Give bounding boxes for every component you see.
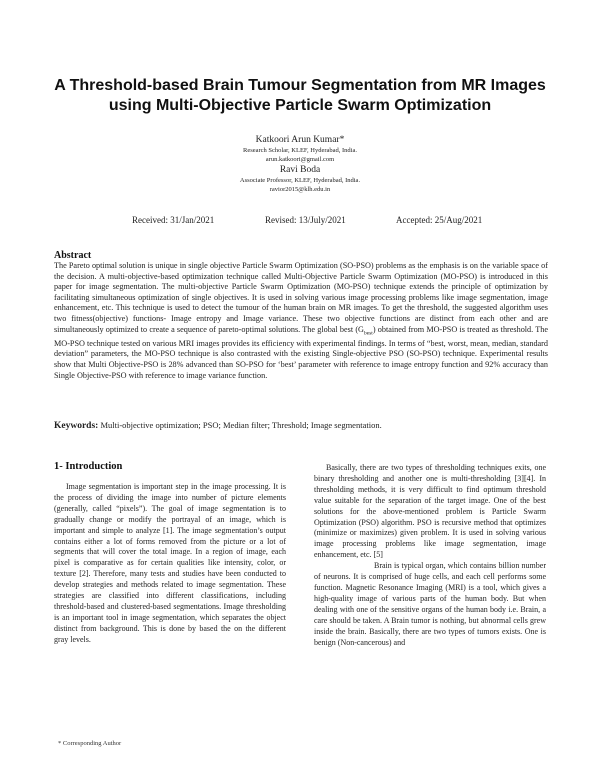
author-block: [150, 134, 450, 194]
abstract-text: [54, 261, 548, 381]
author-email: arun.katkoori@gmail.com: [265, 156, 335, 163]
keywords-text: Multi-objective optimization; PSO; Median filter; Threshold; Image segmentation.: [98, 420, 382, 430]
keywords: [54, 420, 548, 431]
abstract-heading: Abstract: [54, 250, 92, 261]
author-affiliation: Research Scholar, KLEF, Hyderabad, India.: [242, 147, 357, 154]
left-column: [54, 482, 286, 646]
footnote: * Corresponding Author: [58, 740, 122, 747]
abstract-text-part-2: ) obtained from MO-PSO is treated as threshold. The MO-PSO technique tested on various MRI images provides its efficiency with experimental findings. In terms of “best, worst, mean, median, standard deviation” parameters, the MO-PSO technique is also contrasted with the existing Single-objective PSO (SO-PSO) technique. Experimental results show that Multi Objective-PSO is 28% advanced than SO-PSO for ‘best’ parameter with reference to image entropy function and 92% accuracy than Single Objective-PSO with reference to image variance function.: [54, 324, 548, 380]
title-line-1: A Threshold-based Brain Tumour Segmentation from MR Images: [54, 77, 546, 94]
right-column: [314, 463, 546, 648]
section-heading: 1- Introduction: [54, 461, 123, 472]
revised-date: Revised: 13/July/2021: [265, 215, 346, 225]
paper-title: [30, 76, 570, 116]
author-name: Ravi Boda: [279, 165, 321, 175]
gbest-subscript: best: [363, 330, 373, 337]
paragraph: Basically, there are two types of thresholding techniques exits, one binary thresholding and another one is multi-thresholding [3][4]. In thresholding methods, it is very difficult to find optimum threshold value suitable for the separation of the target image. One of the best solutions for the above-mentioned problem is Particle Swarm Optimization (PSO) algorithm. PSO is recursive method that optimizes (minimize or maximizes) given problem. It is used in solving various image processing problems like image segmentation, image enhancement, etc. [5]: [314, 463, 546, 560]
received-date: Received: 31/Jan/2021: [132, 215, 215, 225]
author-name: Katkoori Arun Kumar*: [255, 135, 345, 145]
paragraph: Brain is typical organ, which contains billion number of neurons. It is comprised of huge cells, and each cell performs some function. Magnetic Resonance Imaging (MRI) is a tool, which gives a high-quality image of various parts of the human body. But when dealing with one of the sensitive organs of the human body i.e. Brain, a care should be taken. A Brain tumor is nothing, but abnormal cells grew inside the brain. Basically, there are two types of tumors exists. One is benign (Non-cancerous) and: [314, 561, 546, 647]
paragraph: Image segmentation is important step in the image processing. It is the process of dividing the image into number of picture elements (generally, called “pixels”). The goal of image segmentation is to gradually change or modify the portrayal of an image, which is important and simple to analyze [1]. The image segmentation’s output contains either a lot of forms removed from the picture or a lot of segments that will cover the total image. In a region of image, each pixel is comparative as for certain qualities like intensity, color, or texture [2]. Therefore, many tests and studies have been conducted to develop strategies and methods related to image segmentation. These strategies are classified into different classifications, including threshold-based and clustered-based segmentations. Image thresholding is an important tool in image segmentation, which separates the object distinct from background. This is done by based the on the different gray levels.: [54, 482, 286, 644]
abstract-text-part-1: The Pareto optimal solution is unique in single objective Particle Swarm Optimization (SO-PSO) problems as the emphasis is on the variable space of the decision. A multi-objective-based optimization technique called Multi-Objective Particle Swarm Optimization (MO-PSO) is introduced in this paper for image segmentation. The multi-objective Particle Swarm Optimization (MO-PSO) technique extends the principle of optimization by facilitating simultaneous optimization of single objectives. It is used in solving various image processing problems like image segmentation, image enhancement, etc. This technique is used to detect the tumour of the human brain on MR images. To get the threshold, the suggested algorithm uses two fitness(objective) functions- Image entropy and Image variance. These two objective functions are distinct from each other and are simultaneously optimized to create a sequence of pareto-optimal solutions. The global best (G: [54, 261, 548, 334]
accepted-date: Accepted: 25/Aug/2021: [396, 215, 483, 225]
author-affiliation: Associate Professor, KLEF, Hyderabad, India.: [239, 177, 361, 184]
keywords-label: Keywords:: [54, 421, 99, 431]
author-email: ravior2015@klh.edu.in: [269, 186, 331, 193]
title-line-2: using Multi-Objective Particle Swarm Optimization: [108, 97, 492, 114]
